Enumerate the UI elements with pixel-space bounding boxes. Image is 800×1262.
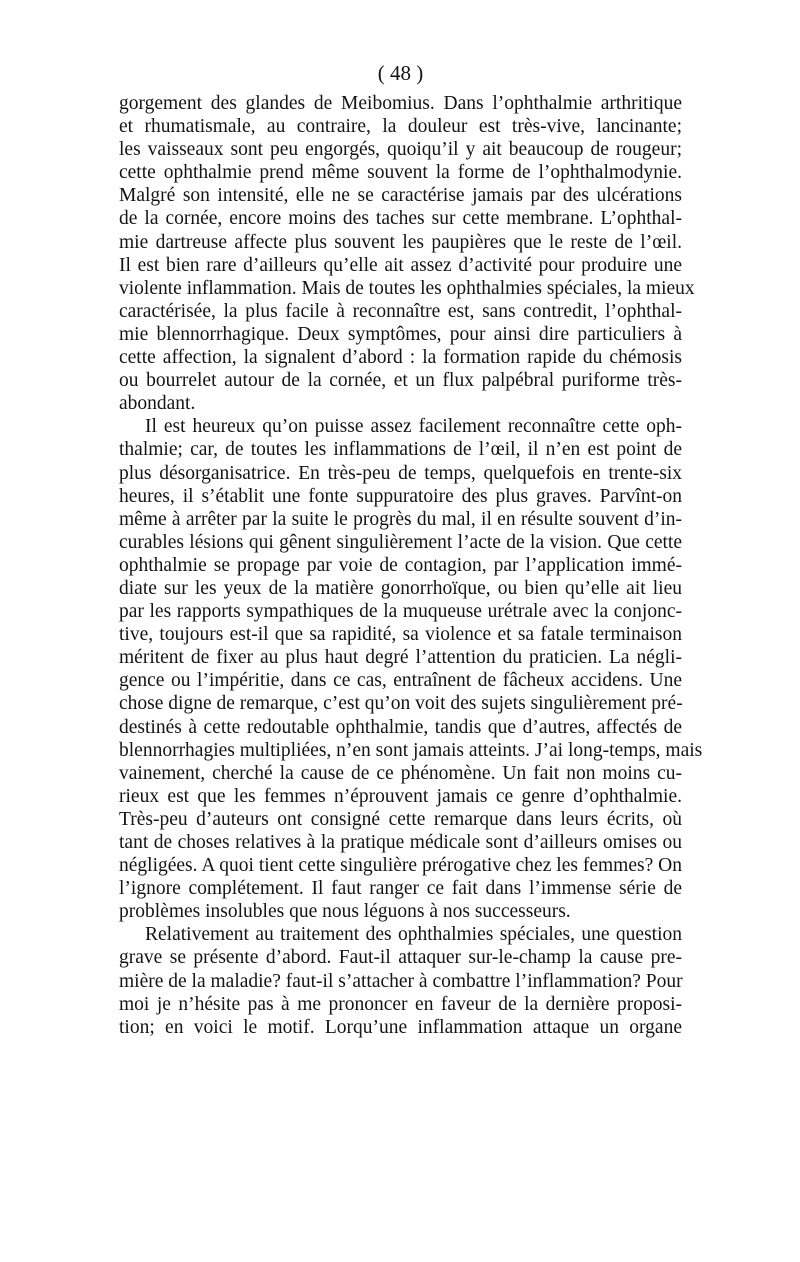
text-line: vainement, cherché la cause de ce phénomène. Un fait non moins cu- <box>119 762 682 784</box>
text-line: ou bourrelet autour de la cornée, et un flux palpébral puriforme très- <box>119 370 682 392</box>
text-line: destinés à cette redoutable ophthalmie, tandis que d’autres, affectés de <box>119 716 682 738</box>
text-line: curables lésions qui gênent singulièrement l’acte de la vision. Que cette <box>119 531 682 553</box>
text-line: tion; en voici le motif. Lorqu’une inflammation attaque un organe <box>119 1016 682 1038</box>
text-line: heures, il s’établit une fonte suppuratoire des plus graves. Parvînt-on <box>119 485 682 507</box>
text-line: rieux est que les femmes n’éprouvent jamais ce genre d’ophthalmie. <box>119 785 682 807</box>
body-text <box>119 92 703 1039</box>
paragraph <box>119 923 682 1038</box>
text-line: Très-peu d’auteurs ont consigné cette remarque dans leurs écrits, où <box>119 808 682 830</box>
text-line: problèmes insolubles que nous léguons à nos successeurs. <box>119 901 571 923</box>
paragraph <box>119 92 695 415</box>
text-line: moi je n’hésite pas à me prononcer en faveur de la dernière proposi- <box>119 993 682 1015</box>
text-line: gorgement des glandes de Meibomius. Dans l’ophthalmie arthritique <box>119 93 682 114</box>
text-line: mière de la maladie? faut-il s’attacher à combattre l’inflammation? Pour <box>119 970 683 992</box>
text-line: blennorrhagies multipliées, n’en sont jamais atteints. J’ai long-temps, mais <box>119 739 703 761</box>
text-line: mie blennorrhagique. Deux symptômes, pour ainsi dire particuliers à <box>119 323 682 345</box>
text-line: par les rapports sympathiques de la muqueuse urétrale avec la conjonc- <box>119 601 682 623</box>
text-line: grave se présente d’abord. Faut-il attaquer sur-le-champ la cause pre- <box>119 947 682 969</box>
text-line: les vaisseaux sont peu engorgés, quoiqu’il y ait beaucoup de rougeur; <box>119 139 682 161</box>
text-line: Il est bien rare d’ailleurs qu’elle ait assez d’activité pour produire une <box>119 254 682 276</box>
text-line: tive, toujours est-il que sa rapidité, sa violence et sa fatale terminaison <box>119 624 682 646</box>
text-line: même à arrêter par la suite le progrès du mal, il en résulte souvent d’in- <box>119 508 682 530</box>
text-line: cette ophthalmie prend même souvent la forme de l’ophthalmodynie. <box>119 162 682 184</box>
text-line: gence ou l’impéritie, dans ce cas, entraînent de fâcheux accidens. Une <box>119 670 682 692</box>
text-line: plus désorganisatrice. En très-peu de temps, quelquefois en trente-six <box>119 462 682 484</box>
text-line: thalmie; car, de toutes les inflammations de l’œil, il n’en est point de <box>119 439 682 461</box>
text-line: tant de choses relatives à la pratique médicale sont d’ailleurs omises ou <box>119 832 682 853</box>
book-page <box>119 60 703 1039</box>
text-line: et rhumatismale, au contraire, la douleur est très-vive, lancinante; <box>119 116 682 138</box>
text-line: violente inflammation. Mais de toutes les ophthalmies spéciales, la mieux <box>119 277 695 299</box>
text-line: l’ignore complétement. Il faut ranger ce fait dans l’immense série de <box>119 878 682 900</box>
text-line: chose digne de remarque, c’est qu’on voit des sujets singulièrement pré- <box>119 693 683 715</box>
text-line: Il est heureux qu’on puisse assez facilement reconnaître cette oph- <box>145 416 682 438</box>
text-line: de la cornée, encore moins des taches sur cette membrane. L’ophthal- <box>119 208 682 230</box>
text-line: caractérisée, la plus facile à reconnaître est, sans contredit, l’ophthal- <box>119 300 682 322</box>
text-line: Malgré son intensité, elle ne se caractérise jamais par des ulcérations <box>119 185 682 207</box>
text-line: Relativement au traitement des ophthalmies spéciales, une question <box>145 924 682 946</box>
text-line: ophthalmie se propage par voie de contagion, par l’application immé- <box>119 554 682 576</box>
text-line: négligées. A quoi tient cette singulière prérogative chez les femmes? On <box>119 855 682 877</box>
page-number: ( 48 ) <box>377 61 424 85</box>
text-line: cette affection, la signalent d’abord : la formation rapide du chémosis <box>119 347 682 369</box>
text-line: méritent de fixer au plus haut degré l’attention du praticien. La négli- <box>119 647 682 669</box>
paragraph <box>119 415 703 923</box>
text-line: abondant. <box>119 393 196 415</box>
text-line: diate sur les yeux de la matière gonorrhoïque, ou bien qu’elle ait lieu <box>119 577 682 599</box>
text-line: mie dartreuse affecte plus souvent les paupières que le reste de l’œil. <box>119 231 682 253</box>
